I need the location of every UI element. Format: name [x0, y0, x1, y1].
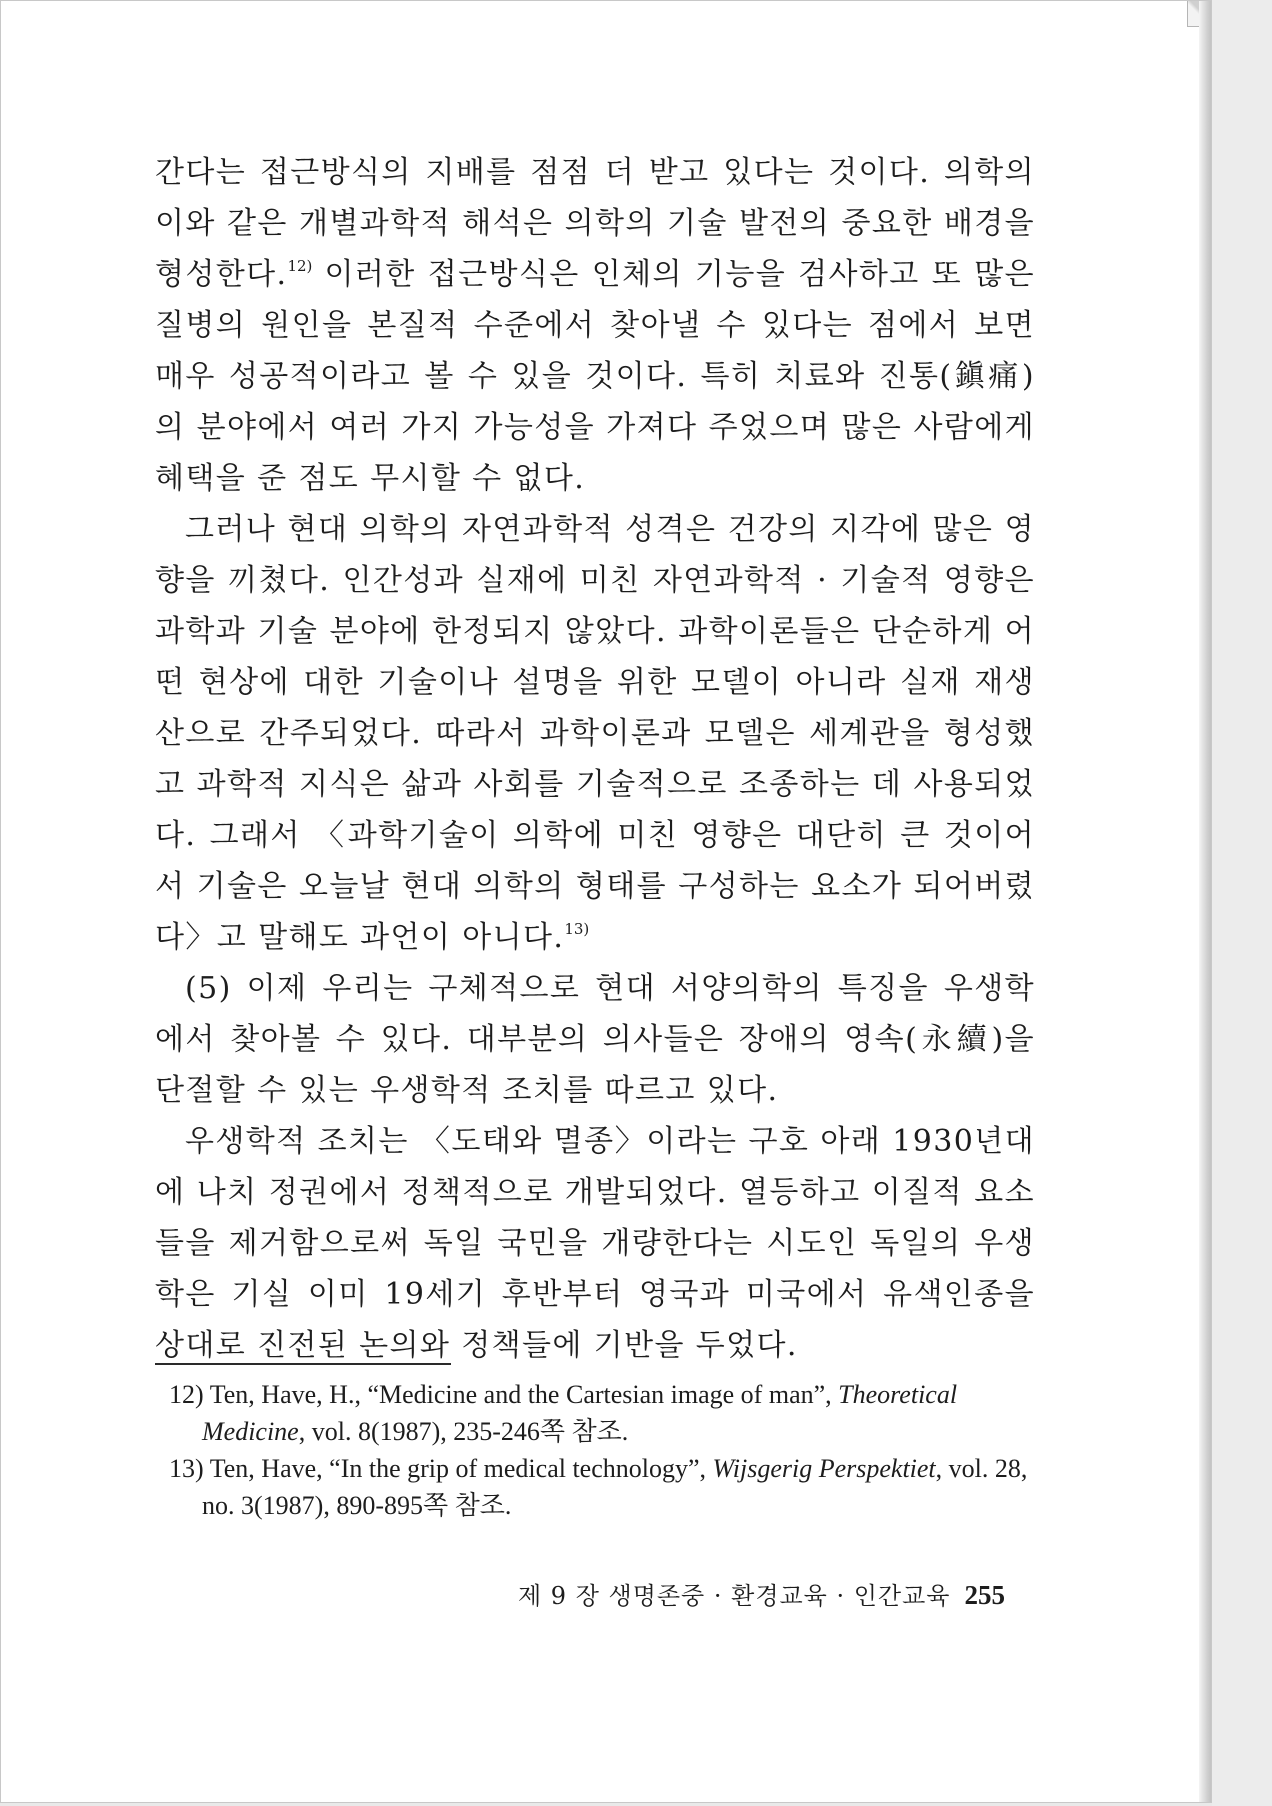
page-edge-shadow: [1199, 1, 1212, 1803]
footnote-text: Ten, Have, H., “Medicine and the Cartesian image of man”,: [203, 1380, 839, 1409]
footnote-text: , vol. 28, no. 3(1987), 890-895쪽 참조.: [202, 1454, 1028, 1520]
paragraph-1-text-b: 이러한 접근방식은 인체의 기능을 검사하고 또 많은 질병의 원인을 본질적 수준에서 찾아낼 수 있다는 점에서 보면 매우 성공적이라고 볼 수 있을 것이다. 특히 치료와 진통(鎭痛)의 분야에서 여러 가지 가능성을 가져다 주었으며 많은 사람에게 혜택을 준 점도 무시할 수 없다.: [155, 257, 1035, 496]
paragraph-1: [155, 147, 1035, 504]
footnotes: [169, 1376, 1037, 1524]
footnote-number: 13): [169, 1454, 204, 1483]
footnote-text: , vol. 8(1987), 235-246쪽 참조.: [298, 1417, 629, 1446]
footnote-text: Ten, Have, “In the grip of medical technology”,: [203, 1454, 713, 1483]
chapter-title: 제 9 장 생명존중 · 환경교육 · 인간교육: [517, 1582, 951, 1610]
footnote-number: 12): [169, 1380, 204, 1409]
paragraph-4: 우생학적 조치는 〈도태와 멸종〉이라는 구호 아래 1930년대에 나치 정권에서 정책적으로 개발되었다. 열등하고 이질적 요소들을 제거함으로써 독일 국민을 개량한다는 시도인 독일의 우생학은 기실 이미 19세기 후반부터 영국과 미국에서 유색인종을 상대로 진전된 논의와 정책들에 기반을 두었다.: [155, 1124, 1035, 1363]
footnote-divider: [155, 1363, 451, 1365]
paragraph-3: (5) 이제 우리는 구체적으로 현대 서양의학의 특징을 우생학에서 찾아볼 수 있다. 대부분의 의사들은 장애의 영속(永續)을 단절할 수 있는 우생학적 조치를 따르고 있다.: [155, 971, 1035, 1108]
page-number: 255: [964, 1580, 1005, 1610]
footnote-ref-13[interactable]: 13): [564, 920, 590, 938]
footnote-12: [169, 1376, 1037, 1450]
footnote-journal: Wijsgerig Perspektiet: [712, 1454, 936, 1483]
paragraph-1-text-a: 간다는 접근방식의 지배를 점점 더 받고 있다는 것이다. 의학의 이와 같은 개별과학적 해석은 의학의 기술 발전의 중요한 배경을 형성한다.: [155, 155, 1035, 292]
footnote-ref-12[interactable]: 12): [287, 257, 313, 275]
footnote-journal: Theoretical Medicine: [202, 1380, 958, 1446]
body-text: [155, 147, 1035, 1371]
running-footer: [1, 1579, 1005, 1612]
viewer-background: [1212, 0, 1272, 1806]
paragraph-2-text: 그러나 현대 의학의 자연과학적 성격은 건강의 지각에 많은 영향을 끼쳤다. 인간성과 실재에 미친 자연과학적 · 기술적 영향은 과학과 기술 분야에 한정되지 않았다. 과학이론들은 단순하게 어떤 현상에 대한 기술이나 설명을 위한 모델이 아니라 실재 재생산으로 간주되었다. 따라서 과학이론과 모델은 세계관을 형성했고 과학적 지식은 삶과 사회를 기술적으로 조종하는 데 사용되었다. 그래서 〈과학기술이 의학에 미친 영향은 대단히 큰 것이어서 기술은 오늘날 현대 의학의 형태를 구성하는 요소가 되어버렸다〉고 말해도 과언이 아니다.: [155, 512, 1035, 955]
paragraph-2: [155, 504, 1035, 963]
footnote-13: [169, 1450, 1037, 1524]
